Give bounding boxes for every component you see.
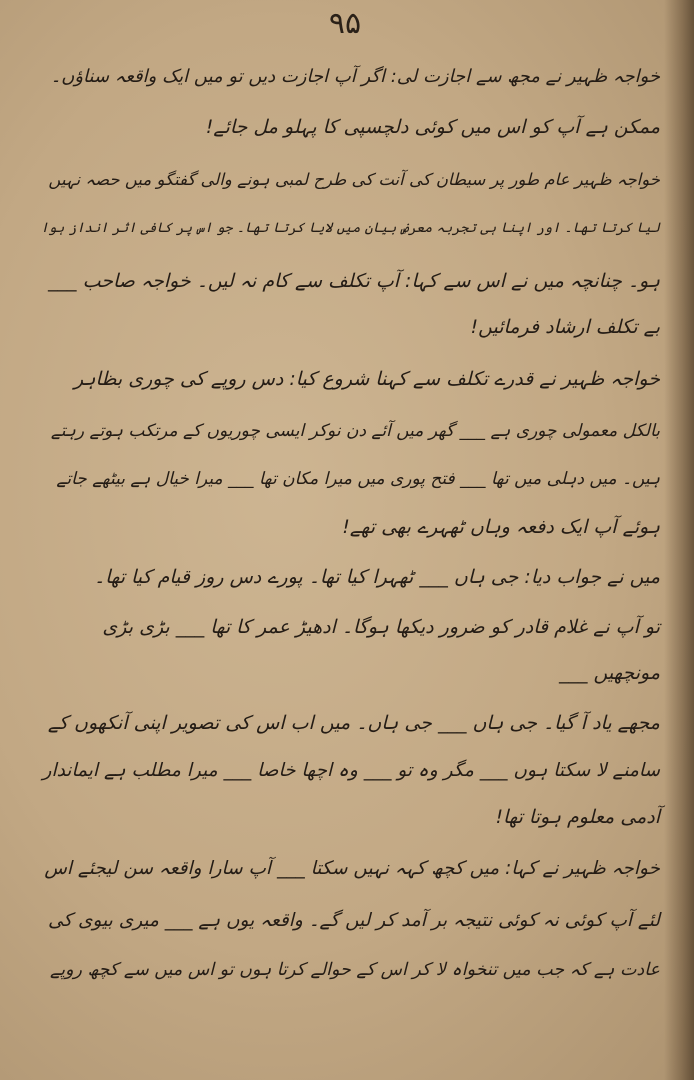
page-spine-shadow (664, 0, 694, 1080)
text-line: مونچھیں ___ (558, 662, 660, 684)
text-line: بالکل معمولی چوری ہے ___ گھر میں آئے دن نوکر ایسی چوریوں کے مرتکب ہوتے رہتے (50, 421, 660, 441)
text-line: ممکن ہے آپ کو اس میں کوئی دلچسپی کا پہلو مل جائے! (205, 116, 660, 138)
text-line: ہو۔ چنانچہ میں نے اس سے کہا: آپ تکلف سے کام نہ لیں۔ خواجہ صاحب ___ (48, 270, 660, 292)
text-line: عادت ہے کہ جب میں تنخواہ لا کر اس کے حوالے کرتا ہوں تو اس میں سے کچھ روپے (49, 960, 660, 980)
text-line: سامنے لا سکتا ہوں ___ مگر وہ تو ___ وہ اچھا خاصا ___ میرا مطلب ہے ایماندار (42, 760, 660, 781)
text-line: ہیں۔ میں دہلی میں تھا ___ فتح پوری میں میرا مکان تھا ___ میرا خیال ہے بیٹھے جاتے (56, 469, 660, 489)
page-number: ۹۵ (328, 6, 362, 41)
text-line: خواجہ ظہیر عام طور پر سیطان کی آنت کی طرح لمبی ہونے والی گفتگو میں حصہ نہیں (48, 170, 660, 189)
text-line: خواجہ ظہیر نے مجھ سے اجازت لی: اگر آپ اجازت دیں تو میں ایک واقعہ سناؤں۔ (50, 66, 660, 87)
text-line: ہوئے آپ ایک دفعہ وہاں ٹھہرے بھی تھے! (342, 516, 660, 538)
text-line: میں نے جواب دیا: جی ہاں ___ ٹھہرا کیا تھا۔ پورے دس روز قیام کیا تھا۔ (94, 566, 660, 588)
text-line: بے تکلف ارشاد فرمائیں! (470, 316, 660, 338)
text-line: تو آپ نے غلام قادر کو ضرور دیکھا ہوگا۔ ادھیڑ عمر کا تھا ___ بڑی بڑی (102, 616, 660, 638)
text-line: خواجہ ظہیر نے کہا: میں کچھ کہہ نہیں سکتا ___ آپ سارا واقعہ سن لیجئے اس (44, 858, 660, 879)
text-line: لئے آپ کوئی نہ کوئی نتیجہ بر آمد کر لیں گے۔ واقعہ یوں ہے ___ میری بیوی کی (47, 910, 660, 931)
text-line: خواجہ ظہیر نے قدرے تکلف سے کہنا شروع کیا: دس روپے کی چوری بظاہر (73, 368, 660, 390)
text-line: لیا کرتا تھا۔ اور اپنا ہی تجربہ معرضِ بیان میں لایا کرتا تھا۔ جو اس پر کافی اثر انداز ہوا (40, 220, 660, 236)
text-line: مجھے یاد آ گیا۔ جی ہاں ___ جی ہاں۔ میں اب اس کی تصویر اپنی آنکھوں کے (47, 712, 660, 734)
text-line: آدمی معلوم ہوتا تھا! (495, 806, 660, 828)
